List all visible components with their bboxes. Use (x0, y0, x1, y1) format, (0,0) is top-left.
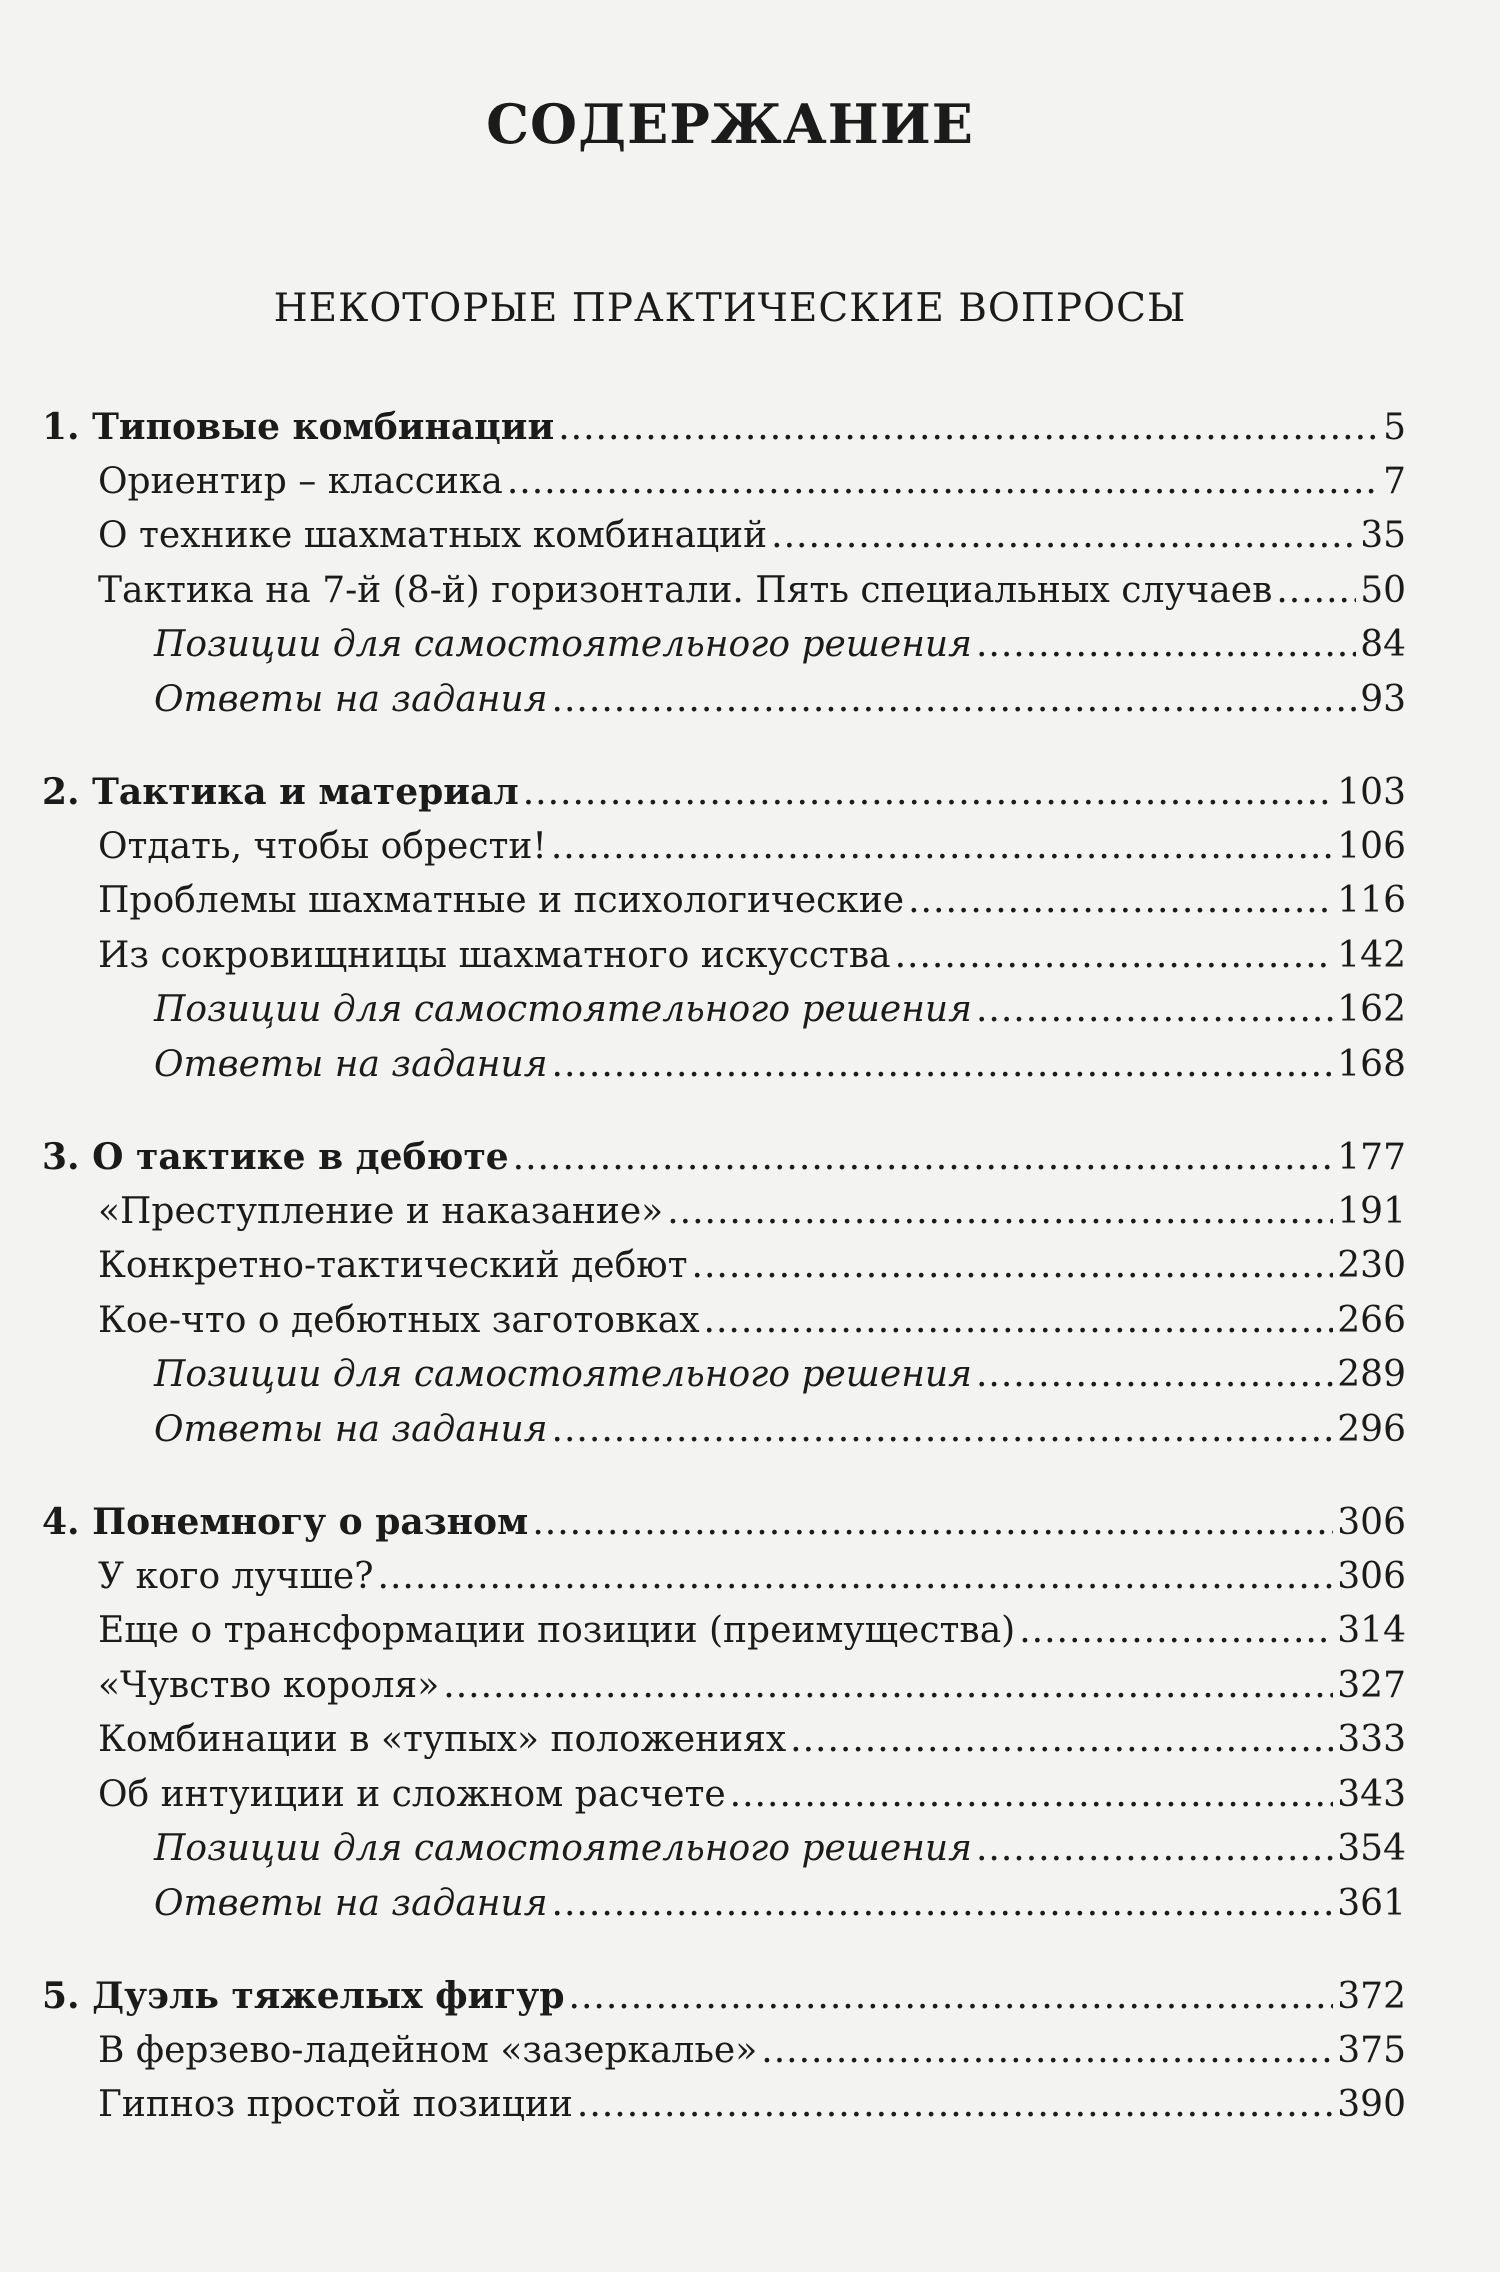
toc-subentry (42, 820, 1406, 875)
toc-page-number: 93 (1360, 678, 1406, 720)
dot-leader (569, 1970, 1334, 2025)
toc-chapter (42, 765, 1406, 1092)
toc-subentry (42, 1294, 1406, 1349)
dot-leader (552, 673, 1357, 728)
toc-subentry (42, 509, 1406, 564)
toc-page-number: 142 (1337, 934, 1406, 976)
toc-entry-title: Ответы на задания (154, 1408, 548, 1450)
toc-entry-title: Об интуиции и сложном расчете (98, 1773, 726, 1815)
toc-entry-title: У кого лучше? (98, 1555, 374, 1597)
dot-leader (692, 1239, 1334, 1294)
dot-leader (378, 1550, 1334, 1605)
toc-page-number: 116 (1337, 880, 1406, 921)
dot-leader (976, 1348, 1333, 1403)
toc-page-number: 50 (1360, 569, 1406, 611)
toc-page-number: 191 (1337, 1190, 1406, 1232)
toc-entry-title: Проблемы шахматные и психологические (98, 880, 905, 921)
dot-leader (976, 983, 1333, 1038)
toc-subentry-italic (42, 618, 1406, 673)
toc-subentry (42, 1239, 1406, 1294)
toc-chapter (42, 1130, 1406, 1457)
toc-page-number: 84 (1360, 624, 1406, 665)
toc-subentry (42, 929, 1406, 984)
toc-chapter (42, 1495, 1406, 1931)
toc-entry-title: В ферзево-ладейном «зазеркалье» (98, 2029, 758, 2071)
dot-leader (552, 1877, 1334, 1932)
toc-subentry-italic (42, 1348, 1406, 1403)
toc-entry-title: «Чувство короля» (98, 1664, 440, 1706)
toc-subentry (42, 455, 1406, 510)
toc-subentry (42, 564, 1406, 619)
toc-page-number: 266 (1337, 1299, 1406, 1341)
dot-leader (976, 1822, 1333, 1877)
toc-entry-title: Позиции для самостоятельного решения (154, 1354, 972, 1395)
toc-subentry-italic (42, 673, 1406, 728)
dot-leader (513, 1131, 1334, 1186)
toc-entry-title: Комбинации в «тупых» положениях (98, 1719, 787, 1760)
toc-subentry (42, 1550, 1406, 1605)
toc-page-number: 333 (1337, 1719, 1406, 1760)
toc-page-number: 7 (1383, 460, 1406, 502)
toc-subentry (42, 1659, 1406, 1714)
dot-leader (908, 874, 1333, 929)
toc-entry-title: 3. О тактике в дебюте (42, 1136, 509, 1178)
toc-entry-title: Позиции для самостоятельного решения (154, 624, 972, 665)
toc-subentry-italic (42, 1877, 1406, 1932)
toc-entry-title: Гипноз простой позиции (98, 2084, 573, 2125)
dot-leader (552, 1403, 1334, 1458)
table-of-contents (42, 400, 1406, 2171)
toc-entry-title: Ориентир – классика (98, 460, 503, 502)
toc-entry-title: Тактика на 7-й (8-й) горизонтали. Пять специальных случаев (98, 569, 1273, 611)
toc-page-number: 168 (1337, 1043, 1406, 1085)
toc-chapter-entry (42, 400, 1406, 455)
dot-leader (667, 1185, 1333, 1240)
toc-entry-title: 2. Тактика и материал (42, 771, 519, 813)
toc-entry-title: Ответы на задания (154, 1882, 548, 1924)
toc-page-number: 375 (1337, 2029, 1406, 2071)
toc-entry-title: Позиции для самостоятельного решения (154, 1828, 972, 1869)
toc-entry-title: О технике шахматных комбинаций (98, 515, 768, 556)
toc-page-number: 162 (1337, 989, 1406, 1030)
toc-page-number: 306 (1337, 1502, 1406, 1543)
toc-subentry (42, 1768, 1406, 1823)
toc-entry-title: Позиции для самостоятельного решения (154, 989, 972, 1030)
toc-entry-title: Отдать, чтобы обрести! (98, 825, 547, 867)
toc-entry-title: Ответы на задания (154, 1043, 548, 1085)
toc-chapter-entry (42, 765, 1406, 820)
toc-entry-title: 4. Понемногу о разном (42, 1501, 529, 1543)
toc-entry-title: 1. Типовые комбинации (42, 406, 555, 448)
dot-leader (790, 1713, 1333, 1768)
toc-entry-title: Ответы на задания (154, 678, 548, 720)
toc-page-number: 372 (1337, 1976, 1406, 2017)
toc-page-number: 390 (1337, 2084, 1406, 2125)
toc-page-number: 343 (1337, 1773, 1406, 1815)
dot-leader (551, 820, 1333, 875)
toc-chapter-entry (42, 1130, 1406, 1185)
toc-chapter-entry (42, 1969, 1406, 2024)
dot-leader (771, 509, 1356, 564)
dot-leader (532, 1496, 1333, 1551)
dot-leader (523, 766, 1334, 821)
toc-entry-title: Еще о трансформации позиции (преимущества) (98, 1610, 1016, 1651)
toc-page-number: 289 (1337, 1354, 1406, 1395)
toc-subentry (42, 1185, 1406, 1240)
toc-page-number: 306 (1337, 1555, 1406, 1597)
toc-subentry-italic (42, 1822, 1406, 1877)
toc-subentry (42, 1713, 1406, 1768)
toc-subentry (42, 1604, 1406, 1659)
toc-subentry (42, 2078, 1406, 2133)
dot-leader (1019, 1604, 1333, 1659)
toc-page-number: 177 (1337, 1137, 1406, 1178)
toc-page-number: 361 (1337, 1882, 1406, 1924)
toc-page-number: 230 (1337, 1245, 1406, 1286)
dot-leader (577, 2078, 1333, 2133)
dot-leader (730, 1768, 1334, 1823)
dot-leader (704, 1294, 1334, 1349)
toc-entry-title: «Преступление и наказание» (98, 1190, 664, 1232)
dot-leader (761, 2024, 1333, 2079)
dot-leader (976, 618, 1356, 673)
toc-subentry-italic (42, 983, 1406, 1038)
toc-page-number: 327 (1337, 1664, 1406, 1706)
toc-chapter (42, 400, 1406, 727)
toc-page-number: 296 (1337, 1408, 1406, 1450)
toc-page-number: 106 (1337, 825, 1406, 867)
toc-subentry (42, 2024, 1406, 2079)
dot-leader (1276, 564, 1356, 619)
toc-entry-title: Из сокровищницы шахматного искусства (98, 934, 891, 976)
page-title: СОДЕРЖАНИЕ (486, 92, 974, 156)
toc-page-number: 314 (1337, 1610, 1406, 1651)
toc-entry-title: Конкретно-тактический дебют (98, 1245, 688, 1286)
toc-subentry-italic (42, 1403, 1406, 1458)
dot-leader (552, 1038, 1334, 1093)
toc-subentry-italic (42, 1038, 1406, 1093)
toc-page-number: 354 (1337, 1828, 1406, 1869)
toc-page-number: 35 (1360, 515, 1406, 556)
toc-entry-title: Кое-что о дебютных заготовках (98, 1299, 700, 1341)
dot-leader (507, 455, 1379, 510)
toc-page-number: 5 (1383, 407, 1406, 448)
toc-page-number: 103 (1337, 772, 1406, 813)
toc-chapter-entry (42, 1495, 1406, 1550)
toc-subentry (42, 874, 1406, 929)
dot-leader (895, 929, 1334, 984)
toc-chapter (42, 1969, 1406, 2133)
section-heading: НЕКОТОРЫЕ ПРАКТИЧЕСКИЕ ВОПРОСЫ (273, 286, 1187, 331)
toc-entry-title: 5. Дуэль тяжелых фигур (42, 1975, 565, 2017)
dot-leader (558, 401, 1379, 456)
dot-leader (443, 1659, 1333, 1714)
